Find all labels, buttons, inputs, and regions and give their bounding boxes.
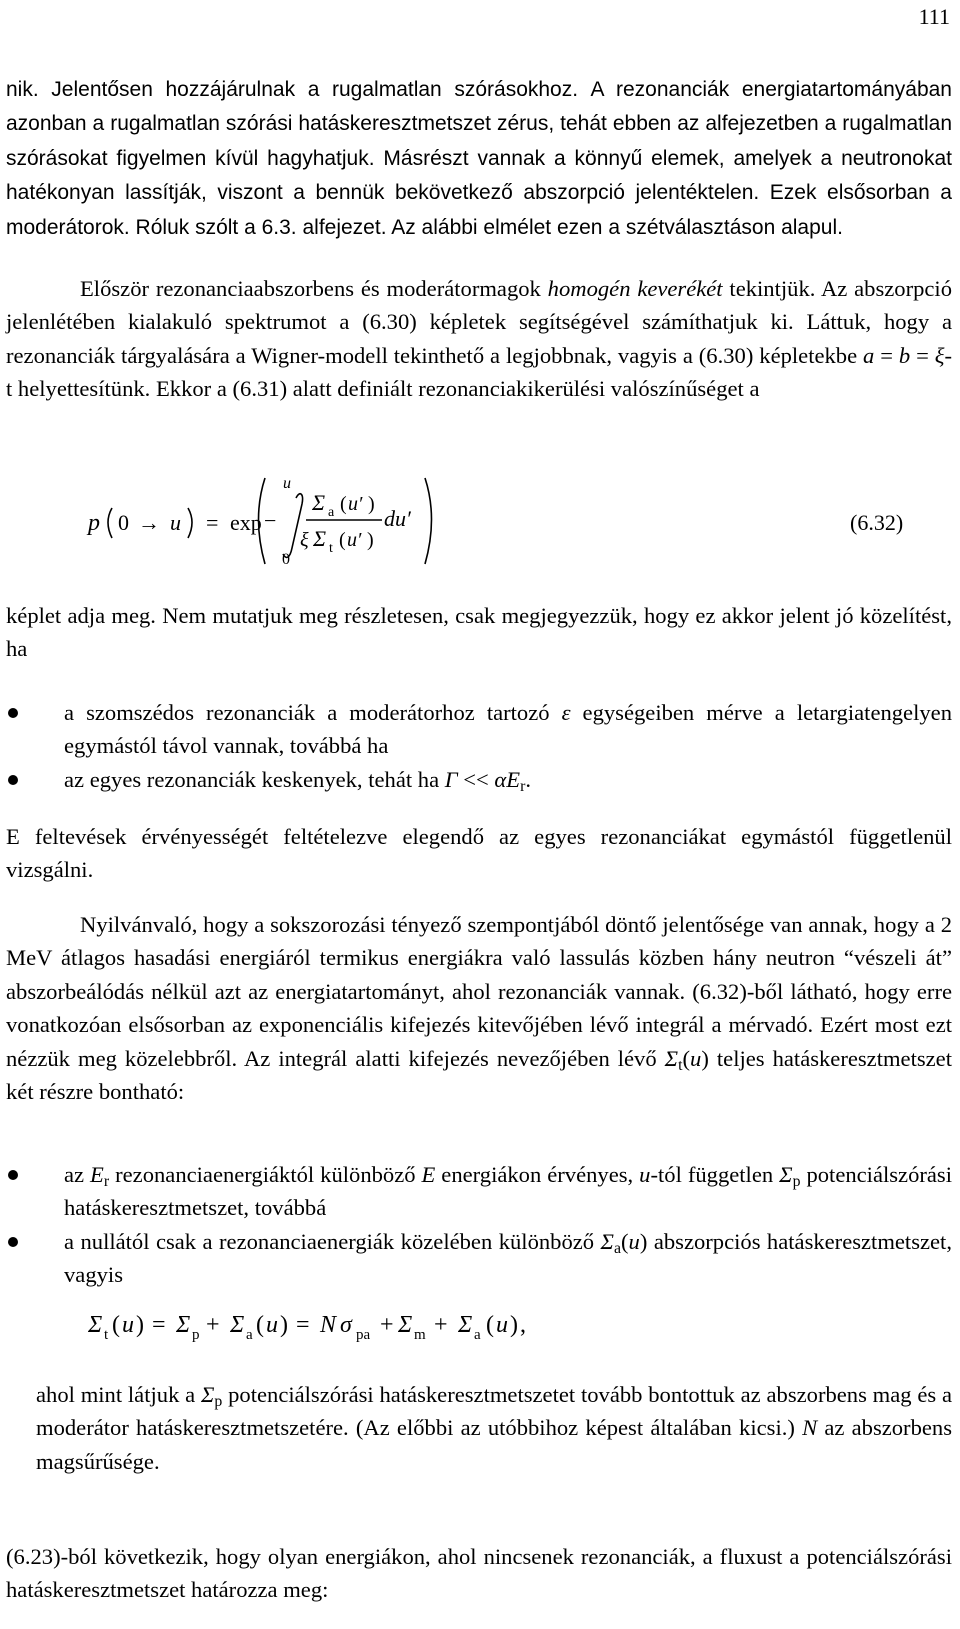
eq-lower-limit: 0 [282, 551, 290, 568]
eq-upper-limit: u [283, 475, 291, 492]
eq-p: p [88, 510, 100, 536]
eq2-sigma-a2: Σ [458, 1312, 473, 1338]
eq-exp: exp [230, 510, 262, 535]
paragraph-6-text: ahol mint látjuk a [36, 1382, 201, 1407]
var-b: b [898, 342, 911, 368]
sub-p: p [214, 1393, 223, 1410]
bullet-text: a szomszédos rezonanciák a moderátorhoz tartozó [64, 700, 562, 725]
eq2-plus-2: + [380, 1312, 394, 1338]
var-a: a [863, 342, 875, 368]
eq-big-paren-right [425, 478, 432, 564]
paragraph-5 [6, 908, 952, 1108]
close-paren: ) [701, 1045, 709, 1071]
eq-den-sigma: Σ [313, 526, 327, 551]
eq-paren-right [188, 508, 192, 538]
var-sigma: Σ [200, 1382, 215, 1407]
paragraph-5-text: Nyilvánvaló, hogy a sokszorozási tényező szempontjából döntő jelentősége van annak, hogy a 2 MeV átlagos hasadási energiáról termikus energiákra való lassulás közben hány neutron “vészeli át” abszorbeálódás nélkül azt az energiatartományt, ahol rezonanciák vannak. (6.32)-ből látható, hogy erre vonatkozóan elsősorban az exponenciális kifejezés kitevőjében lévő integrál a mérvadó. Ezért most ezt nézzük meg közelebbről. Az integrál alatti kifejezés nevezőjében lévő [6, 912, 952, 1071]
page-number: 111 [918, 4, 950, 29]
paragraph-2-emphasis: homogén keverékét [547, 276, 723, 301]
eq-paren-left [108, 508, 112, 538]
bullet-text: az egyes rezonanciák keskenyek, tehát ha [64, 766, 445, 792]
bullet-dot [8, 708, 18, 718]
var-epsilon: ε [561, 700, 571, 725]
eq2-close-2: ) [280, 1312, 288, 1338]
sub-a: a [613, 1239, 622, 1257]
eq2-sigma-t: Σ [88, 1312, 103, 1338]
eq2-sub-t: t [104, 1327, 109, 1343]
bullet-list-1 [6, 696, 952, 796]
bullet-text: egységeiben mérve a letargiatengelyen egymástól távol vannak, továbbá ha [64, 700, 952, 759]
eq-arrow: → [138, 510, 160, 535]
eq-zero: 0 [118, 510, 129, 535]
bullet-dot [8, 775, 18, 785]
eq2-equals-1: = [152, 1312, 166, 1338]
eq2-equals-2: = [296, 1312, 310, 1338]
var-u: u [628, 1228, 640, 1254]
eq-den-arg: u′ [347, 529, 362, 551]
bullet-dot [8, 1170, 18, 1180]
paragraph-1-line1: nik. Jelentősen hozzájárulnak a rugalmatlan szórásokhoz. [6, 78, 579, 101]
bullet-dot [8, 1237, 18, 1247]
eq-den-sub: t [329, 541, 333, 556]
var-E: E [90, 1162, 104, 1187]
var-xi: ξ [934, 342, 945, 368]
paragraph-6-text2: potenciálszórási hatáskeresztmetszetet tovább bontottuk az abszorbens mag és a moderátor hatáskeresztmetszetére. (Az előbbi az utóbbihoz képest általában kicsi.) [36, 1382, 952, 1441]
eq-label: (6.32) [850, 510, 904, 535]
eq-num-close: ) [368, 493, 375, 515]
var-E: E [421, 1162, 436, 1187]
paragraph-6-text3: az abszorbens magsűrűsége. [36, 1415, 952, 1474]
bullet-item [6, 1158, 952, 1225]
paragraph-2-text: Először rezonanciaabszorbens és moderátormagok [80, 276, 548, 301]
eq2-sub-a2: a [474, 1327, 481, 1343]
paragraph-7: (6.23)-ból következik, hogy olyan energiákon, ahol nincsenek rezonanciák, a fluxust a potenciálszórási hatáskeresztmetszet határozza meg: [6, 1544, 952, 1603]
eq-num-sigma: Σ [312, 490, 326, 515]
bullet-item [6, 696, 952, 763]
paragraph-2-text3: -t helyettesítünk. Ekkor a (6.31) alatt definiált rezonanciakikerülési valószínűséget a [6, 342, 953, 402]
eq2-close-3: ) [510, 1312, 518, 1338]
eq-den-xi: ξ [300, 529, 309, 551]
bullet-list-2 [6, 1158, 952, 1292]
eq-equals: = [206, 510, 219, 535]
eq2-sigma-micro: σ [340, 1312, 352, 1338]
open-paren: ( [682, 1045, 691, 1071]
eq2-comma: , [520, 1312, 526, 1338]
var-alpha: α [494, 766, 507, 792]
eq-den-open: ( [339, 529, 346, 551]
paragraph-1-rest: A rezonanciák energiatartományában azonban a rugalmatlan szórási hatáskeresztmetszet zérus, tehát ebben az alfejezetben a rugalmatlan szórásokat figyelmen kívül hagyhatjuk. Másrészt vannak a könnyű elemek, amelyek a neutronokat hatékonyan lassítják, viszont a bennük bekövetkező abszorpció jelentéktelen. Ezek elsősorban a moderátorok. Róluk szólt a 6.3. alfejezet. Az alábbi elmélet ezen a szétválasztáson alapul. [6, 78, 952, 239]
eq-den-close: ) [367, 529, 374, 551]
eq2-sub-p: p [192, 1327, 200, 1343]
eq-num-sub: a [328, 505, 335, 520]
bullet-text: az [64, 1162, 91, 1187]
eq2-open-1: ( [112, 1312, 120, 1338]
var-u: u [690, 1045, 702, 1071]
eq-minus: − [264, 508, 277, 533]
period: . [525, 766, 532, 792]
eq2-sigma-a: Σ [230, 1312, 245, 1338]
var-sigma: Σ [779, 1162, 793, 1187]
eq2-sigma-m: Σ [398, 1312, 413, 1338]
bullet-text: abszorpciós hatáskeresztmetszet, vagyis [64, 1228, 952, 1288]
eq2-u-1: u [122, 1312, 134, 1338]
paragraph-2-text2: tekintjük. Az abszorpció jelenlétében kialakuló spektrumot a (6.30) képletek segítségével számíthatjuk ki. Láttuk, hogy a rezonanciák tárgyalására a Wigner-modell tekinthető a legjobbnak, vagyis a (6.30) képletekbe [6, 276, 952, 368]
eq2-plus-1: + [206, 1312, 220, 1338]
equals-2: = [910, 342, 935, 368]
eq-differential: du′ [384, 506, 411, 531]
paragraph-4: E feltevések érvényességét feltételezve elegendő az egyes rezonanciákat egymástól függetlenül vizsgálni. [6, 824, 952, 883]
var-sigma: Σ [664, 1045, 679, 1071]
var-gamma: Γ [444, 766, 458, 792]
less-less: << [457, 766, 495, 792]
bullet-text: potenciálszórási hatáskeresztmetszet, továbbá [64, 1162, 952, 1221]
eq2-sub-m: m [414, 1327, 426, 1343]
equation-6-32 [0, 468, 960, 578]
var-u: u [639, 1162, 651, 1187]
bullet-item [6, 763, 952, 796]
sub-p: p [792, 1173, 801, 1190]
eq2-sub-a: a [246, 1327, 253, 1343]
paragraph-3: képlet adja meg. Nem mutatjuk meg részletesen, csak megjegyezzük, hogy ez akkor jelent jó közelítést, ha [6, 603, 952, 662]
eq-num-open: ( [340, 493, 347, 515]
paragraph-5-text2: teljes hatáskeresztmetszet két részre bontható: [6, 1045, 952, 1105]
eq2-sigma-p: Σ [176, 1312, 191, 1338]
eq2-N: N [320, 1312, 337, 1338]
open-paren: ( [621, 1228, 629, 1254]
eq2-close-1: ) [136, 1312, 144, 1338]
bullet-text: energiákon érvényes, [435, 1162, 640, 1187]
bullet-text: a nullától csak a rezonanciaenergiák közelében különböző [64, 1228, 601, 1254]
eq2-sub-pa: pa [356, 1327, 371, 1343]
eq-num-arg: u′ [348, 493, 363, 515]
bullet-text: -tól független [650, 1162, 780, 1187]
equation-cross-section-sum [0, 1296, 960, 1356]
paragraph-1 [6, 72, 952, 244]
bullet-text: rezonanciaenergiáktól különböző [109, 1162, 422, 1187]
paragraph-6 [36, 1378, 952, 1478]
bullet-item [6, 1225, 952, 1292]
paragraph-2 [6, 272, 952, 406]
sub-t: t [678, 1056, 683, 1074]
var-sigma: Σ [600, 1228, 614, 1254]
eq2-u-2: u [266, 1312, 278, 1338]
sub-r: r [520, 777, 526, 795]
equals-1: = [874, 342, 899, 368]
sub-r: r [103, 1173, 110, 1190]
eq2-open-2: ( [256, 1312, 264, 1338]
close-paren: ) [639, 1228, 648, 1254]
eq2-open-3: ( [486, 1312, 494, 1338]
eq2-u-3: u [496, 1312, 508, 1338]
eq-u: u [170, 510, 181, 535]
eq2-plus-3: + [434, 1312, 448, 1338]
var-N: N [802, 1415, 818, 1441]
var-E: E [506, 766, 521, 792]
